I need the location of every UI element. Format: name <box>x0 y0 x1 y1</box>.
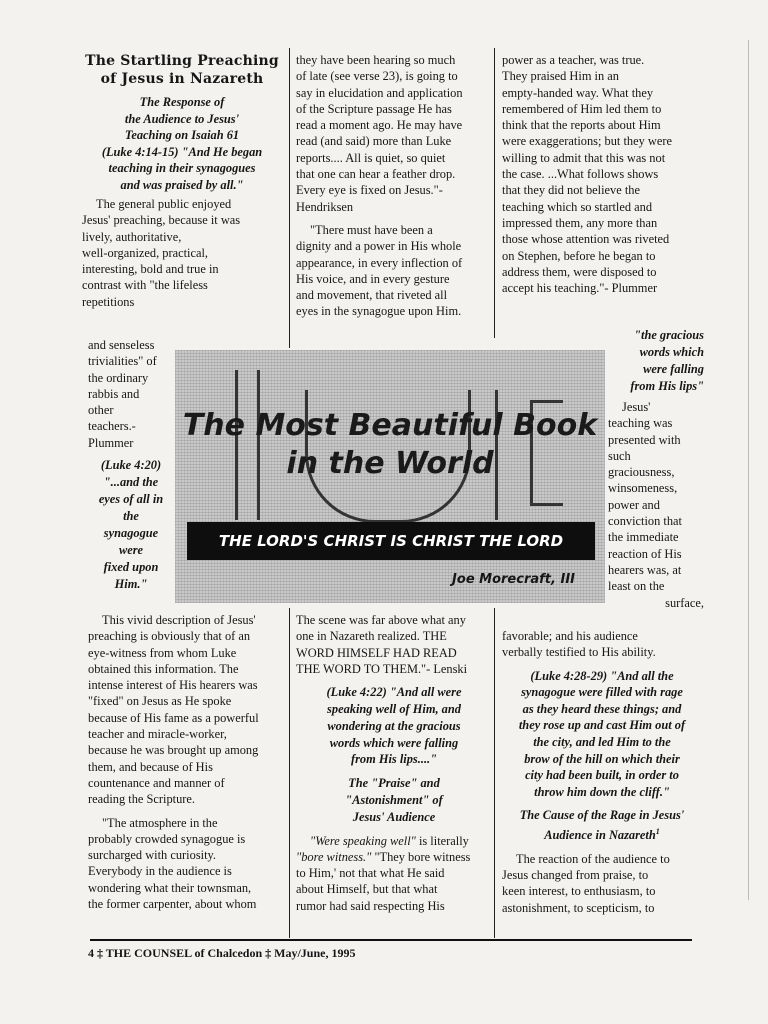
text-line: read a moment ago. He may have <box>296 118 463 133</box>
text-line <box>296 849 492 865</box>
text-line: interesting, bold and true in <box>82 262 219 277</box>
text-line: contrast with "the lifeless <box>82 278 208 293</box>
paragraph-bore-witness <box>296 833 492 914</box>
verse-line: they rose up and cast Him out of <box>518 718 686 733</box>
text-line: presented with <box>608 432 681 447</box>
text-line: the ordinary <box>88 370 149 385</box>
text-line: Everybody in the audience is <box>88 864 232 879</box>
subhead-line: (Luke 4:14-15) "And He began <box>101 144 263 159</box>
verse-line: brow of the hill on which their <box>524 751 680 766</box>
text-line: lively, authoritative, <box>82 229 182 244</box>
paragraph-atmosphere <box>88 815 288 913</box>
heading-text: Audience in Nazareth <box>544 828 656 843</box>
column-3-lower <box>502 628 702 916</box>
text-line: power and <box>608 497 660 512</box>
text-line: This vivid description of Jesus' <box>102 613 256 627</box>
text-line: "The atmosphere in the <box>102 815 218 830</box>
text-line: to Him,' not that what He said <box>296 866 445 881</box>
text-line: Jesus changed from praise, to <box>502 867 649 882</box>
verse-line: as they heard these things; and <box>522 701 682 716</box>
text-line: impressed them, any more than <box>502 215 658 230</box>
subhead-line: The Response of <box>139 95 225 109</box>
text-line: trivialities" of <box>88 354 157 369</box>
text-line: rumor had said respecting His <box>296 898 445 913</box>
text-span: is literally <box>415 833 469 848</box>
text-line: those whose attention was riveted <box>502 232 670 247</box>
text-line: preaching is obviously that of an <box>88 629 251 644</box>
text-line: accept his teaching."- Plummer <box>502 281 658 296</box>
verse-luke-4-28 <box>502 668 702 801</box>
article-title <box>82 52 282 88</box>
text-line: conviction that <box>608 514 682 529</box>
text-line: obtained this information. The <box>88 661 239 676</box>
heading-line: The Cause of the Rage in Jesus' <box>519 808 685 823</box>
banner-tagline: THE LORD'S CHRIST IS CHRIST THE LORD <box>187 522 595 560</box>
text-line: the case. ...What follows shows <box>502 167 659 182</box>
text-line: verbally testified to His ability. <box>502 645 656 660</box>
text-line: surface, <box>665 595 704 610</box>
quote-line: words which <box>639 345 704 359</box>
verse-line: the <box>123 509 139 524</box>
column-1-narrow <box>88 337 174 593</box>
series-banner <box>175 350 605 603</box>
paragraph-dignity <box>296 222 492 320</box>
text-line: and senseless <box>88 338 155 352</box>
heading-line: "Astonishment" of <box>345 792 443 807</box>
verse-line: words which were falling <box>329 735 459 750</box>
text-line: and movement, that riveted all <box>296 288 448 303</box>
page-footer: 4 ‡ THE COUNSEL of Chalcedon ‡ May/June, 1995 <box>88 946 356 960</box>
text-line: Plummer <box>88 435 134 450</box>
text-line: read (and said) more than Luke <box>296 134 452 149</box>
heading-line: Jesus' Audience <box>352 809 436 824</box>
text-line: teaching which so startled and <box>502 199 653 214</box>
text-line: the immediate <box>608 530 679 545</box>
banner-author: Joe Morecraft, III <box>452 572 575 587</box>
text-line: Jesus' preaching, because it was <box>82 213 241 228</box>
text-line: His voice, and in every gesture <box>296 271 450 286</box>
column-1-lower <box>88 612 288 912</box>
text-line: power as a teacher, was true. <box>502 53 645 67</box>
verse-line: wondering at the gracious <box>327 718 461 733</box>
text-line: rabbis and <box>88 386 140 401</box>
text-line: astonishment, to scepticism, to <box>502 900 655 915</box>
column-rule-2-lower <box>494 608 495 938</box>
paragraph-general-public <box>82 196 282 310</box>
paragraph-graciousness <box>608 399 704 611</box>
text-line: intense interest of His hearers was <box>88 678 258 693</box>
text-line: The reaction of the audience to <box>516 851 670 866</box>
text-line: the former carpenter, about whom <box>88 897 257 912</box>
text-line: that they did not believe the <box>502 183 640 198</box>
verse-line: were <box>118 543 144 558</box>
text-line: teachers.- <box>88 419 136 434</box>
text-line: graciousness, <box>608 465 675 480</box>
text-line: other <box>88 403 114 418</box>
text-line: one in Nazareth realized. THE <box>296 629 447 644</box>
banner-title-line-2: in the World <box>286 446 494 481</box>
paragraph-hendriksen <box>296 52 492 215</box>
text-line: repetitions <box>82 294 135 309</box>
verse-line: speaking well of Him, and <box>327 701 461 716</box>
text-line: hearers was, at <box>608 562 682 577</box>
text-span: "They bore witness <box>371 849 471 864</box>
verse-line: city had been built, in order to <box>525 768 679 783</box>
verse-line: synagogue were filled with rage <box>521 685 683 700</box>
text-line: "fixed" on Jesus as He spoke <box>88 694 232 709</box>
text-line: Hendriksen <box>296 199 354 214</box>
text-line: were exaggerations; but they were <box>502 134 672 149</box>
text-line: reaction of His <box>608 546 682 561</box>
column-3-narrow <box>608 327 704 611</box>
paragraph-vivid-description <box>88 612 288 808</box>
verse-line: eyes of all in <box>98 492 164 507</box>
verse-line: (Luke 4:22) "And all were <box>326 685 462 700</box>
text-line: wondering what their townsman, <box>88 880 252 895</box>
text-line: teaching was <box>608 416 673 431</box>
column-2 <box>296 52 492 320</box>
text-line: because he was brought up among <box>88 743 259 758</box>
column-rule-1-lower <box>289 608 290 938</box>
text-line: such <box>608 448 631 463</box>
text-line: favorable; and his audience <box>502 629 638 643</box>
footnote-marker: 1 <box>655 826 660 836</box>
verse-line: "...and the <box>103 475 159 490</box>
text-line: least on the <box>608 579 665 594</box>
text-line: probably crowded synagogue is <box>88 831 246 846</box>
section-heading-rage <box>502 807 702 843</box>
pull-quote-gracious-words <box>608 327 704 395</box>
text-line: eye-witness from whom Luke <box>88 645 237 660</box>
text-line <box>296 833 492 849</box>
text-line: THE WORD TO THEM."- Lenski <box>296 661 468 676</box>
verse-luke-4-20 <box>88 457 174 593</box>
verse-line: fixed upon <box>103 560 159 575</box>
text-line: they have been hearing so much <box>296 53 456 67</box>
text-line: WORD HIMSELF HAD READ <box>296 645 457 660</box>
subhead-line: teaching in their synagogues <box>108 161 256 175</box>
text-line: Every eye is fixed on Jesus."- <box>296 183 443 198</box>
verse-line: Him." <box>114 577 148 592</box>
luke-letter-l <box>235 370 238 520</box>
footer-rule <box>90 939 692 941</box>
subhead-line: the Audience to Jesus' <box>124 111 240 126</box>
text-line: keen interest, to enthusiasm, to <box>502 884 656 899</box>
text-line: that one can hear a feather drop. <box>296 167 456 182</box>
text-line: The general public enjoyed <box>96 197 232 211</box>
subhead-line: and was praised by all." <box>120 177 244 192</box>
verse-line: (Luke 4:20) <box>100 458 162 473</box>
text-line: on Stephen, before he began to <box>502 248 656 263</box>
text-line: countenance and manner of <box>88 775 225 790</box>
banner-title-line-1: The Most Beautiful Book <box>182 408 598 443</box>
text-line: winsomeness, <box>608 481 678 496</box>
text-line: of the Scripture passage He has <box>296 101 452 116</box>
text-line: dignity and a power in His whole <box>296 239 462 254</box>
title-line-1: The Startling Preaching <box>85 53 279 69</box>
column-3 <box>502 52 702 296</box>
subhead-line: Teaching on Isaiah 61 <box>124 128 240 142</box>
quote-line: "the gracious <box>634 328 704 342</box>
text-line: surcharged with curiosity. <box>88 848 217 863</box>
paragraph-lenski <box>296 612 492 677</box>
column-1 <box>82 52 282 310</box>
verse-line: (Luke 4:28-29) "And all the <box>530 668 674 683</box>
column-rule-1 <box>289 48 290 348</box>
heading-line <box>502 824 702 844</box>
verse-line: from His lips...." <box>350 752 438 767</box>
article-subhead <box>82 94 282 193</box>
text-line: think that the reports about Him <box>502 118 661 133</box>
text-line: of late (see verse 23), is going to <box>296 69 458 84</box>
column-2-lower <box>296 612 492 914</box>
quote-line: from His lips" <box>630 379 704 393</box>
verse-line: the city, and led Him to the <box>533 734 671 749</box>
column-rule-2 <box>494 48 495 338</box>
quote-line: were falling <box>643 362 704 376</box>
text-line: them, and because of His <box>88 759 213 774</box>
text-line: appearance, in every inflection of <box>296 255 463 270</box>
text-line: teacher and miracle-worker, <box>88 727 227 742</box>
section-heading-praise <box>296 775 492 825</box>
text-line: Jesus' <box>622 400 651 414</box>
luke-letter-l <box>257 370 260 520</box>
text-line: The scene was far above what any <box>296 613 466 627</box>
verse-line: throw him down the cliff." <box>534 784 670 799</box>
text-line: eyes in the synagogue upon Him. <box>296 304 462 319</box>
text-line: reading the Scripture. <box>88 792 196 807</box>
title-line-2: of Jesus in Nazareth <box>100 71 264 87</box>
text-line: remembered of Him led them to <box>502 101 662 116</box>
text-line: They praised Him in an <box>502 69 619 84</box>
text-line: because of His fame as a powerful <box>88 710 259 725</box>
paragraph-plummer <box>502 52 702 296</box>
text-line: "There must have been a <box>310 222 433 237</box>
page-edge-line <box>748 40 749 900</box>
text-line: about Himself, but that what <box>296 882 438 897</box>
text-line: reports.... All is quiet, so quiet <box>296 150 446 165</box>
text-line: say in elucidation and application <box>296 85 463 100</box>
text-line: willing to admit that this was not <box>502 150 666 165</box>
paragraph-reaction <box>502 851 702 916</box>
italic-phrase: "bore witness." <box>296 849 372 864</box>
heading-line: The "Praise" and <box>348 776 440 791</box>
text-line: well-organized, practical, <box>82 245 209 260</box>
text-line: address them, were disposed to <box>502 264 657 279</box>
verse-luke-4-22 <box>296 684 492 768</box>
italic-phrase: "Were speaking well" <box>310 833 416 848</box>
text-line: empty-handed way. What they <box>502 85 654 100</box>
verse-line: synagogue <box>103 526 159 541</box>
